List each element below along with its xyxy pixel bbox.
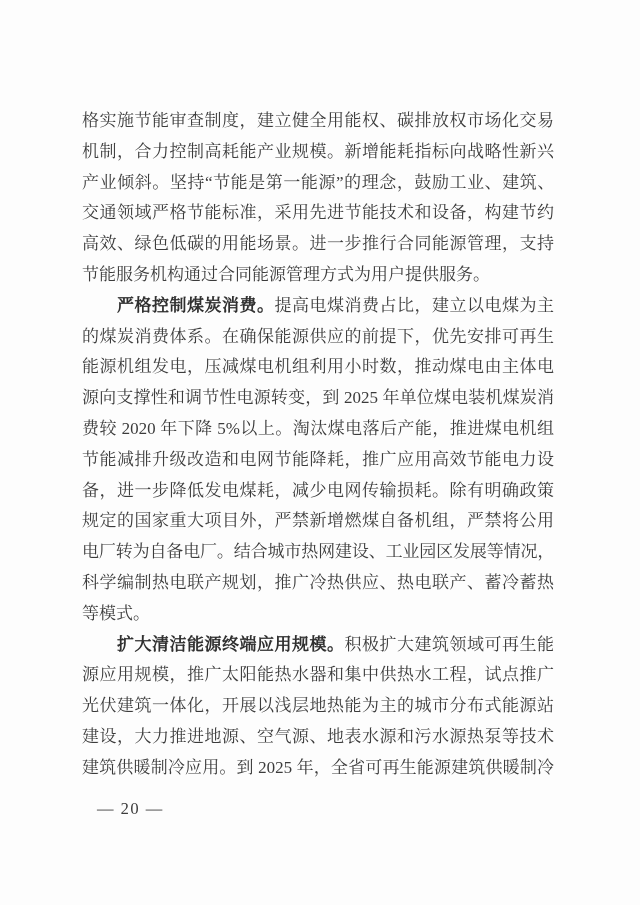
line-text: 规定的国家重大项目外，严禁新增燃煤自备机组，严禁将公用 — [82, 511, 554, 531]
line-text: 能源机组发电，压减煤电机组利用小时数，推动煤电由主体电 — [82, 357, 554, 377]
line-text: 费较 2020 年下降 5%以上。淘汰煤电落后产能，推进煤电机组 — [82, 418, 554, 438]
page-footer — [97, 799, 164, 819]
line-text: 源向支撑性和调节性电源转变，到 2025 年单位煤电装机煤炭消 — [82, 388, 554, 408]
line-text: 高效、绿色低碳的用能场景。进一步推行合同能源管理，支持 — [82, 234, 554, 254]
line-text: 节能减排升级改造和电网节能降耗，推广应用高效节能电力设 — [82, 449, 554, 469]
paragraph-coal-control — [82, 291, 554, 630]
line-text: 机制，合力控制高耗能产业规模。新增能耗指标向战略性新兴 — [82, 141, 554, 161]
line-text: 的煤炭消费体系。在确保能源供应的前提下，优先安排可再生 — [82, 326, 554, 346]
line-text: 建筑供暖制冷应用。到 2025 年，全省可再生能源建筑供暖制冷 — [82, 757, 554, 777]
text-line — [82, 660, 554, 691]
line-text: 积极扩大建筑领域可再生能 — [344, 634, 554, 654]
line-text: 等模式。 — [82, 603, 150, 623]
line-text: 建设，大力推进地源、空气源、地表水源和污水源热泵等技术 — [82, 726, 554, 746]
line-text: 光伏建筑一体化，开展以浅层地热能为主的城市分布式能源站 — [82, 696, 554, 716]
line-text: 格实施节能审查制度，建立健全用能权、碳排放权市场化交易 — [82, 111, 554, 130]
text-line — [82, 106, 554, 137]
text-line — [82, 722, 554, 753]
text-line — [82, 630, 554, 661]
line-text: 节能服务机构通过合同能源管理方式为用户提供服务。 — [82, 264, 490, 284]
text-line — [82, 476, 554, 507]
text-line — [82, 599, 554, 630]
text-line — [82, 291, 554, 322]
paragraph-lead: 扩大清洁能源终端应用规模。 — [117, 634, 345, 654]
text-line — [82, 260, 554, 291]
paragraph-clean-energy — [82, 630, 554, 784]
line-text: 备，进一步降低发电煤耗，减少电网传输损耗。除有明确政策 — [82, 480, 554, 500]
text-line — [82, 753, 554, 784]
text-line — [82, 168, 554, 199]
text-line — [82, 445, 554, 476]
text-line — [82, 383, 554, 414]
paragraph-lead: 严格控制煤炭消费。 — [117, 295, 275, 315]
text-line — [82, 506, 554, 537]
line-text: 提高电煤消费占比，建立以电煤为主 — [274, 295, 554, 315]
paragraph-energy-audit — [82, 106, 554, 291]
document-body — [82, 106, 554, 784]
text-line — [82, 352, 554, 383]
text-line — [82, 537, 554, 568]
line-text: 科学编制热电联产规划，推广冷热供应、热电联产、蓄冷蓄热 — [82, 572, 554, 592]
line-text: 电厂转为自备电厂。结合城市热网建设、工业园区发展等情况， — [82, 542, 554, 562]
page-number: — 20 — — [97, 799, 164, 818]
text-line — [82, 198, 554, 229]
line-text: 源应用规模，推广太阳能热水器和集中供热水工程，试点推广 — [82, 665, 554, 685]
line-text: 产业倾斜。坚持“节能是第一能源”的理念，鼓励工业、建筑、 — [82, 172, 554, 192]
text-line — [82, 137, 554, 168]
text-line — [82, 414, 554, 445]
text-line — [82, 568, 554, 599]
text-line — [82, 691, 554, 722]
text-line — [82, 322, 554, 353]
text-line — [82, 229, 554, 260]
line-text: 交通领域严格节能标准，采用先进节能技术和设备，构建节约 — [82, 203, 554, 223]
